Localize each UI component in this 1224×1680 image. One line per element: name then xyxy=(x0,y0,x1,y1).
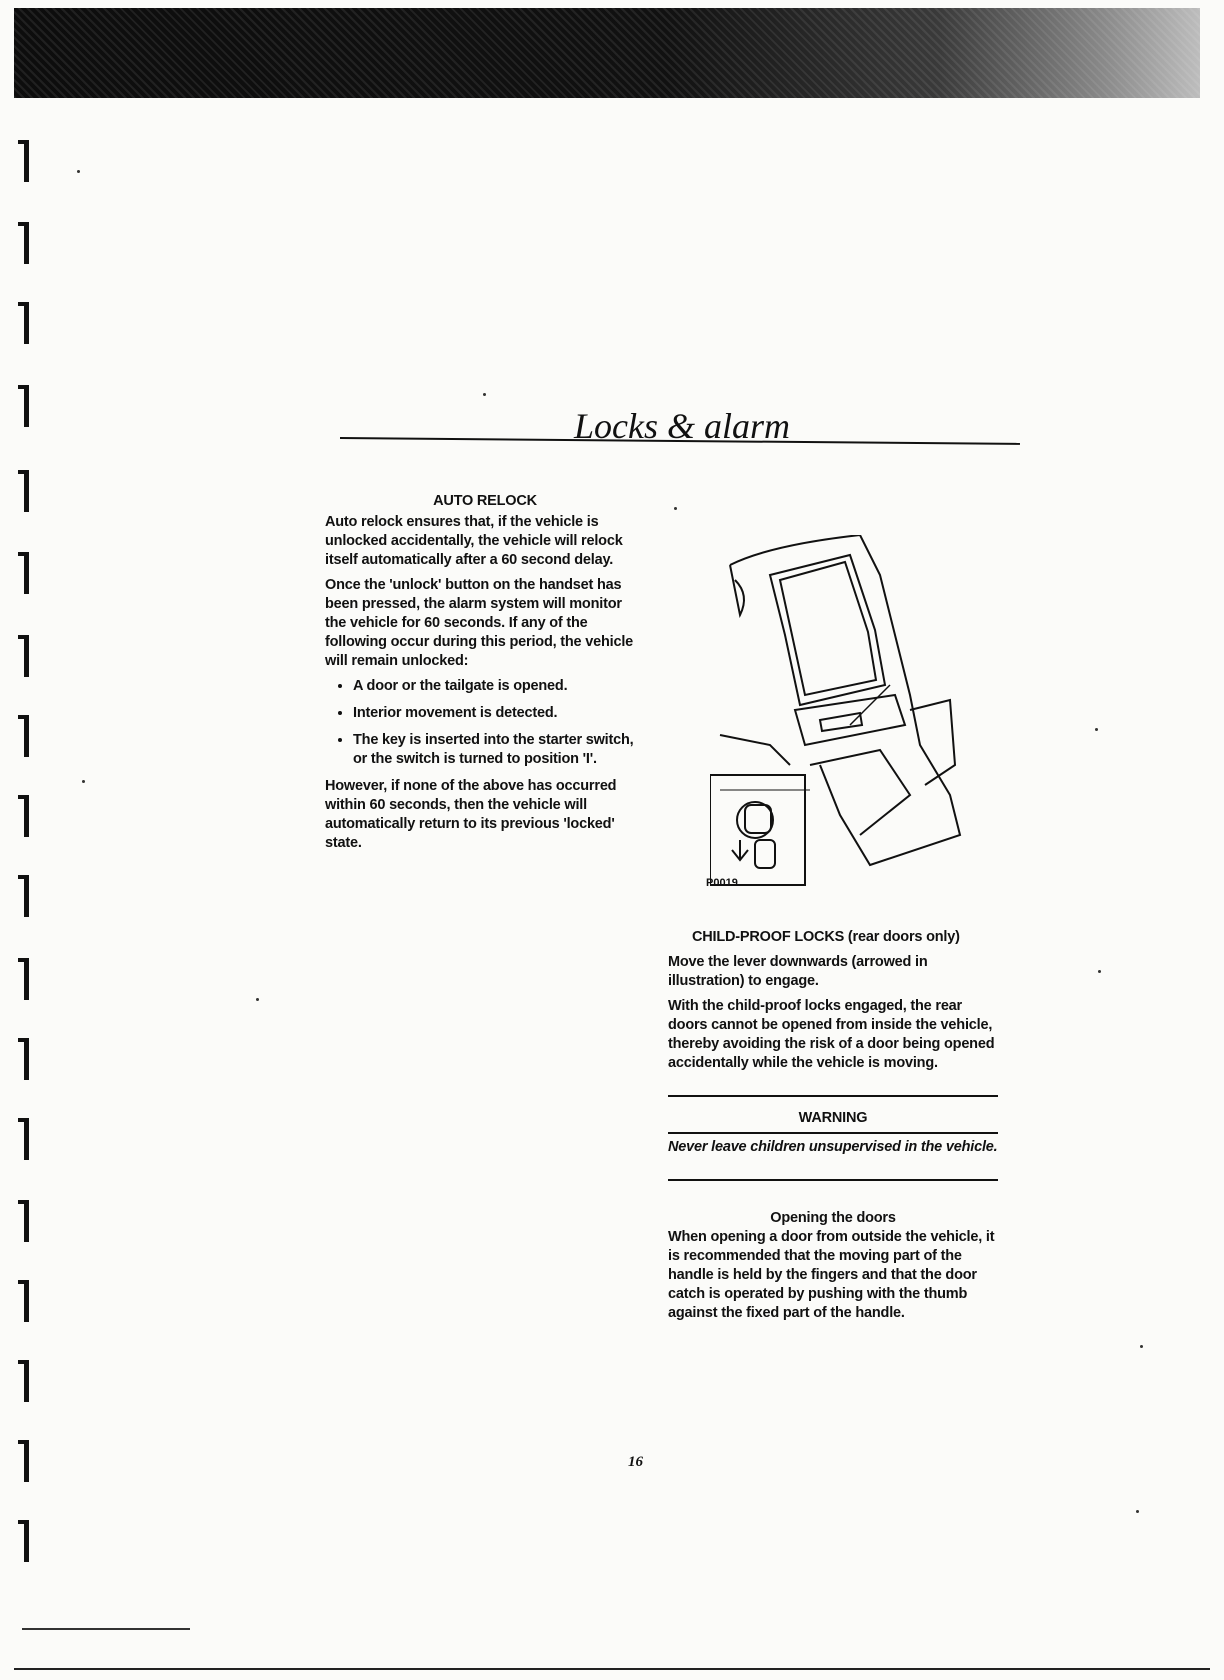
child-proof-para2: With the child-proof locks engaged, the rear doors cannot be opened from inside the vehicle, thereby avoiding the risk of a door being opened accidentally while the vehicle is moving. xyxy=(668,998,995,1071)
warning-top-rule xyxy=(668,1095,998,1097)
auto-relock-para3: However, if none of the above has occurred within 60 seconds, then the vehicle will automatically return to its previous 'locked' state. xyxy=(325,778,617,851)
child-proof-heading-suffix: (rear doors only) xyxy=(847,929,960,945)
scan-speck xyxy=(77,170,80,173)
warning-title: WARNING xyxy=(798,1110,868,1126)
figure-caption: P0019 xyxy=(706,877,738,889)
page-number: 16 xyxy=(628,1454,643,1470)
scan-speck xyxy=(674,507,677,510)
child-proof-para1: Move the lever downwards (arrowed in illustration) to engage. xyxy=(668,954,928,989)
bottom-edge-line xyxy=(14,1668,1210,1670)
page-title: Locks & alarm xyxy=(574,406,790,446)
scan-speck xyxy=(483,393,486,396)
bullet-item: • Interior movement is detected. xyxy=(353,704,645,723)
child-proof-heading: CHILD-PROOF LOCKS xyxy=(692,929,845,945)
warning-bottom-rule xyxy=(668,1179,998,1181)
bullet-item: • A door or the tailgate is opened. xyxy=(353,677,645,696)
rear-door-illustration xyxy=(710,535,970,895)
warning-text: Never leave children unsupervised in the vehicle. xyxy=(668,1139,998,1155)
auto-relock-para1: Auto relock ensures that, if the vehicle is unlocked accidentally, the vehicle will relock itself automatically after a 60 second delay. xyxy=(325,514,623,568)
scan-speck xyxy=(1136,1510,1139,1513)
scan-speck xyxy=(1098,970,1101,973)
auto-relock-heading: AUTO RELOCK xyxy=(433,493,537,509)
bullet-item: • The key is inserted into the starter switch, or the switch is turned to position 'I'. xyxy=(353,731,645,769)
scan-noise xyxy=(14,8,1200,98)
auto-relock-section xyxy=(325,492,645,859)
warning-mid-rule xyxy=(668,1132,998,1134)
opening-doors-para: When opening a door from outside the vehicle, it is recommended that the moving part of the handle is held by the fingers and that the door catch is operated by pushing with the thumb against the fixed part of the handle. xyxy=(668,1229,995,1321)
scan-speck xyxy=(256,998,259,1001)
bottom-left-rule xyxy=(22,1628,190,1630)
auto-relock-bullets xyxy=(325,677,645,769)
child-proof-section xyxy=(668,928,998,1329)
opening-doors-heading: Opening the doors xyxy=(770,1210,896,1226)
scan-speck xyxy=(1140,1345,1143,1348)
scan-speck xyxy=(82,780,85,783)
scan-speck xyxy=(1095,728,1098,731)
auto-relock-para2: Once the 'unlock' button on the handset has been pressed, the alarm system will monitor the vehicle for 60 seconds. If any of the following occur during this period, the vehicle will remain unlocked: xyxy=(325,577,634,669)
child-proof-heading-line xyxy=(668,928,998,947)
binder-marks xyxy=(18,140,38,1640)
